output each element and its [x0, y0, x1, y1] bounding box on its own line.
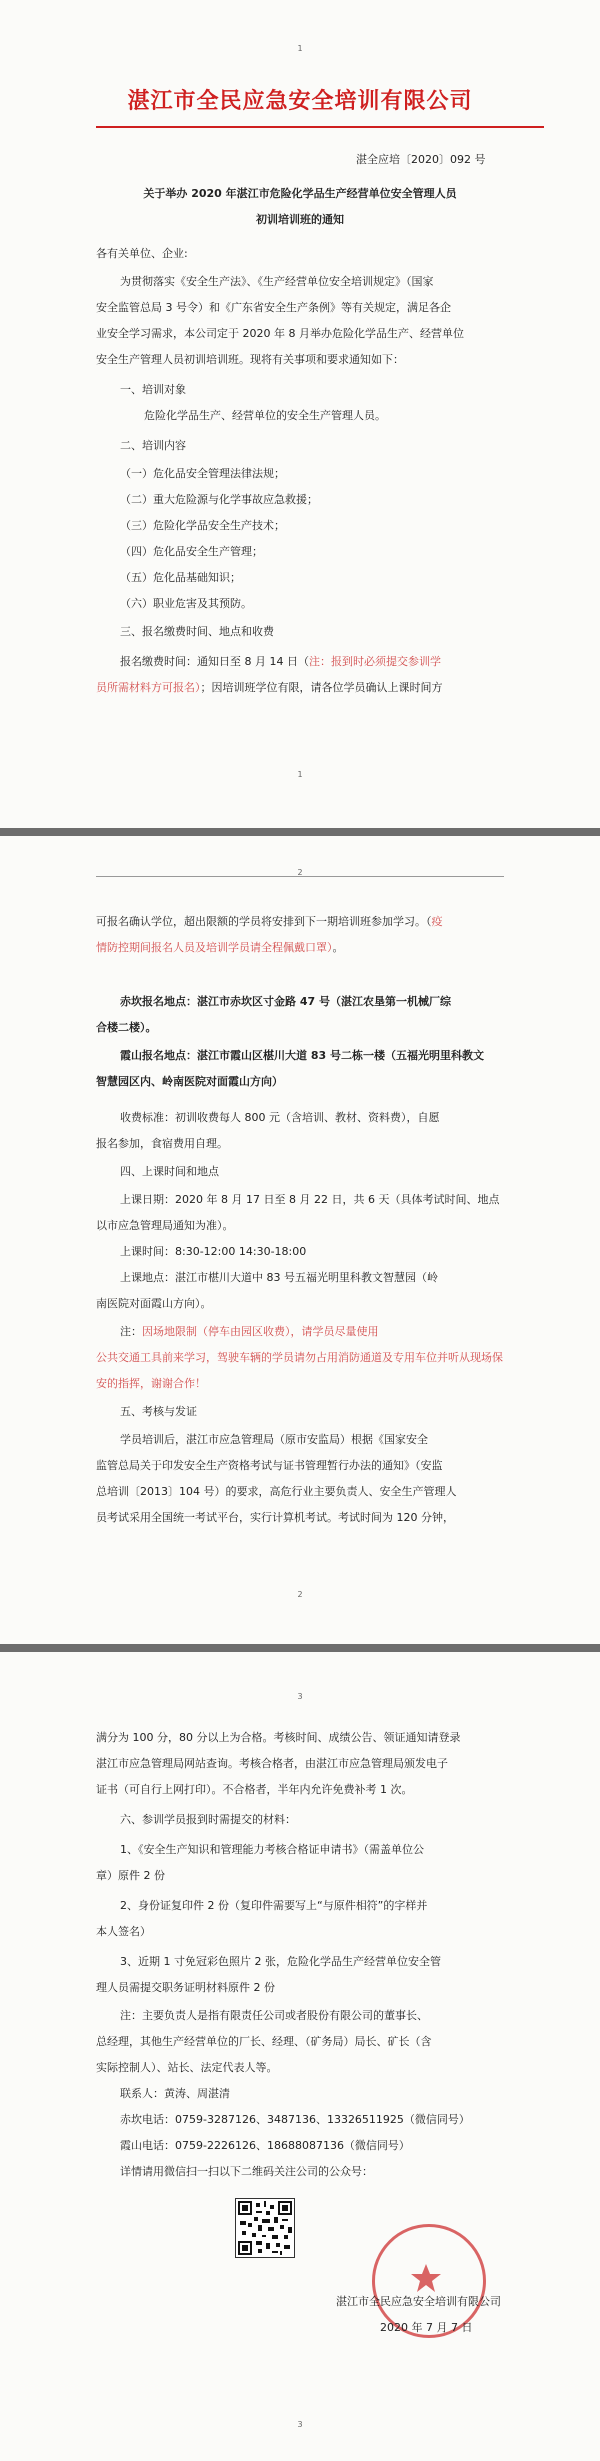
registration-time-rest: ；因培训班学位有限，请各位学员确认上课时间方	[200, 681, 443, 694]
chikan-phone: 赤坎电话：0759-3287126、3487136、13326511925（微信同号）	[120, 2113, 470, 2126]
remark-line: 总经理，其他生产经营单位的厂长、经理、（矿务局）局长、矿长（含	[96, 2035, 432, 2048]
section-2-item: （五）危化品基础知识；	[120, 571, 241, 584]
title-line-1: 关于举办 2020 年湛江市危险化学品生产经营单位安全管理人员	[143, 187, 457, 200]
page-2	[0, 836, 600, 1644]
material-1-line-2: 章）原件 2 份	[96, 1869, 165, 1882]
exam-line: 员考试采用全国统一考试平台，实行计算机考试。考试时间为 120 分钟，	[96, 1511, 454, 1524]
remark-line: 实际控制人）、站长、法定代表人等。	[96, 2061, 278, 2074]
section-2-item: （四）危化品安全生产管理；	[120, 545, 263, 558]
registration-note-red: 注：报到时必须提交参训学	[308, 655, 441, 668]
note-label: 注：	[120, 1325, 142, 1338]
chikan-registration-line-2: 合楼二楼）。	[96, 1021, 157, 1034]
section-3-heading: 三、报名缴费时间、地点和收费	[120, 625, 274, 638]
contacts: 联系人：黄涛、周湛清	[120, 2087, 230, 2100]
section-4-heading: 四、上课时间和地点	[120, 1165, 219, 1178]
parking-note-line-1	[120, 1322, 379, 1341]
letterhead-divider	[96, 126, 544, 128]
page-3	[0, 1652, 600, 2461]
exam-line: 监管总局关于印发安全生产资格考试与证书管理暂行办法的通知》（安监	[96, 1459, 443, 1472]
page-footer-number: 2	[297, 1590, 303, 1599]
section-6-heading: 六、参训学员报到时需提交的材料：	[120, 1813, 296, 1826]
registration-time-label: 报名缴费时间：	[120, 655, 197, 668]
section-2-heading: 二、培训内容	[120, 439, 186, 452]
exam-line: 总培训〔2013〕104 号）的要求，高危行业主要负责人、安全生产管理人	[96, 1485, 457, 1498]
remark-line: 注：主要负责人是指有限责任公司或者股份有限公司的董事长、	[120, 2009, 428, 2022]
epidemic-note-red: 情防控期间报名人员及培训学员请全程佩戴口罩）	[96, 941, 333, 954]
intro-line: 业安全学习需求，本公司定于 2020 年 8 月举办危险化学品生产、经营单位	[96, 327, 464, 340]
page-footer-number: 3	[297, 2420, 303, 2429]
class-place-line-2: 南医院对面霞山方向）。	[96, 1297, 212, 1310]
salutation: 各有关单位、企业:	[96, 247, 188, 260]
page-number: 3	[297, 1692, 303, 1701]
section-2-item: （二）重大危险源与化学事故应急救援；	[120, 493, 318, 506]
intro-line: 安全监管总局 3 号令）和《广东省安全生产条例》等有关规定，满足各企	[96, 301, 451, 314]
intro-line: 为贯彻落实《安全生产法》、《生产经营单位安全培训规定》（国家	[120, 275, 434, 288]
continuation-line-2	[96, 938, 344, 957]
section-2-item: （一）危化品安全管理法律法规；	[120, 467, 285, 480]
parking-note-red: 因场地限制（停车由园区收费），请学员尽量使用	[142, 1325, 379, 1338]
material-1-line-1: 1、《安全生产知识和管理能力考核合格证申请书》（需盖单位公	[120, 1843, 424, 1856]
parking-note-line-3: 安的指挥，谢谢合作！	[96, 1377, 206, 1390]
page-footer-number: 1	[297, 770, 303, 779]
material-3-line-1: 3、近期 1 寸免冠彩色照片 2 张，危险化学品生产经营单位安全管	[120, 1955, 441, 1968]
page-1	[0, 0, 600, 828]
registration-note-red: 员所需材料方可报名）	[96, 681, 201, 694]
class-date-line-1: 上课日期：2020 年 8 月 17 日至 8 月 22 日，共 6 天（具体考试时间、地点	[120, 1193, 500, 1206]
exam-continuation-line: 证书（可自行上网打印）。不合格者，半年内允许免费补考 1 次。	[96, 1783, 413, 1796]
wechat-qr-code[interactable]	[235, 2198, 295, 2258]
exam-continuation-line: 湛江市应急管理局网站查询。考核合格者，由湛江市应急管理局颁发电子	[96, 1757, 448, 1770]
chikan-registration-line-1: 赤坎报名地点：湛江市赤坎区寸金路 47 号（湛江农垦第一机械厂综	[120, 995, 451, 1008]
class-place-line-1: 上课地点：湛江市椹川大道中 83 号五福光明里科教文智慧园（岭	[120, 1271, 438, 1284]
section-2-item: （六）职业危害及其预防。	[120, 597, 252, 610]
continuation-line-1	[96, 912, 443, 931]
material-3-line-2: 理人员需提交职务证明材料原件 2 份	[96, 1981, 275, 1994]
section-1-heading: 一、培训对象	[120, 383, 186, 396]
class-date-line-2: 以市应急管理局通知为准）。	[96, 1219, 234, 1232]
company-letterhead: 湛江市全民应急安全培训有限公司	[127, 89, 473, 114]
exam-continuation-line: 满分为 100 分，80 分以上为合格。考核时间、成绩公告、领证通知请登录	[96, 1731, 461, 1744]
page-number: 1	[297, 44, 303, 53]
section-5-heading: 五、考核与发证	[120, 1405, 197, 1418]
registration-deadline: 通知日至 8 月 14 日（	[197, 655, 309, 668]
continuation-end: 。	[332, 941, 344, 954]
signature-date: 2020 年 7 月 7 日	[380, 2321, 473, 2334]
class-time: 上课时间：8:30-12:00 14:30-18:00	[120, 1245, 307, 1258]
fee-line-1: 收费标准：初训收费每人 800 元（含培训、教材、资料费），自愿	[120, 1111, 440, 1124]
continuation-text: 可报名确认学位，超出限额的学员将安排到下一期培训班参加学习。（	[96, 915, 432, 928]
page-number: 2	[297, 868, 303, 877]
exam-line: 学员培训后，湛江市应急管理局（原市安监局）根据《国家安全	[120, 1433, 428, 1446]
intro-line: 安全生产管理人员初训培训班。现将有关事项和要求通知如下：	[96, 353, 404, 366]
xiashan-phone: 霞山电话：0759-2226126、18688087136（微信同号）	[120, 2139, 410, 2152]
signature-company: 湛江市全民应急安全培训有限公司	[336, 2295, 501, 2308]
section-1-body: 危险化学品生产、经营单位的安全生产管理人员。	[144, 409, 386, 422]
material-2-line-1: 2、身份证复印件 2 份（复印件需要写上“与原件相符”的字样并	[120, 1899, 428, 1912]
title-line-2: 初训培训班的通知	[256, 213, 344, 226]
wechat-note: 详情请用微信扫一扫以下二维码关注公司的公众号：	[120, 2165, 373, 2178]
parking-note-line-2: 公共交通工具前来学习，驾驶车辆的学员请勿占用消防通道及专用车位并听从现场保	[96, 1351, 503, 1364]
registration-time-line-2	[96, 678, 443, 697]
document-number: 湛全应培〔2020〕092 号	[356, 153, 486, 166]
xiashan-registration-line-1: 霞山报名地点：湛江市霞山区椹川大道 83 号二栋一楼（五福光明里科教文	[120, 1049, 484, 1062]
registration-time-line-1	[120, 652, 441, 671]
epidemic-note-red: 疫	[431, 915, 443, 928]
xiashan-registration-line-2: 智慧园区内、岭南医院对面霞山方向）	[96, 1075, 283, 1088]
material-2-line-2: 本人签名）	[96, 1925, 151, 1938]
section-2-item: （三）危险化学品安全生产技术；	[120, 519, 285, 532]
fee-line-2: 报名参加，食宿费用自理。	[96, 1137, 228, 1150]
